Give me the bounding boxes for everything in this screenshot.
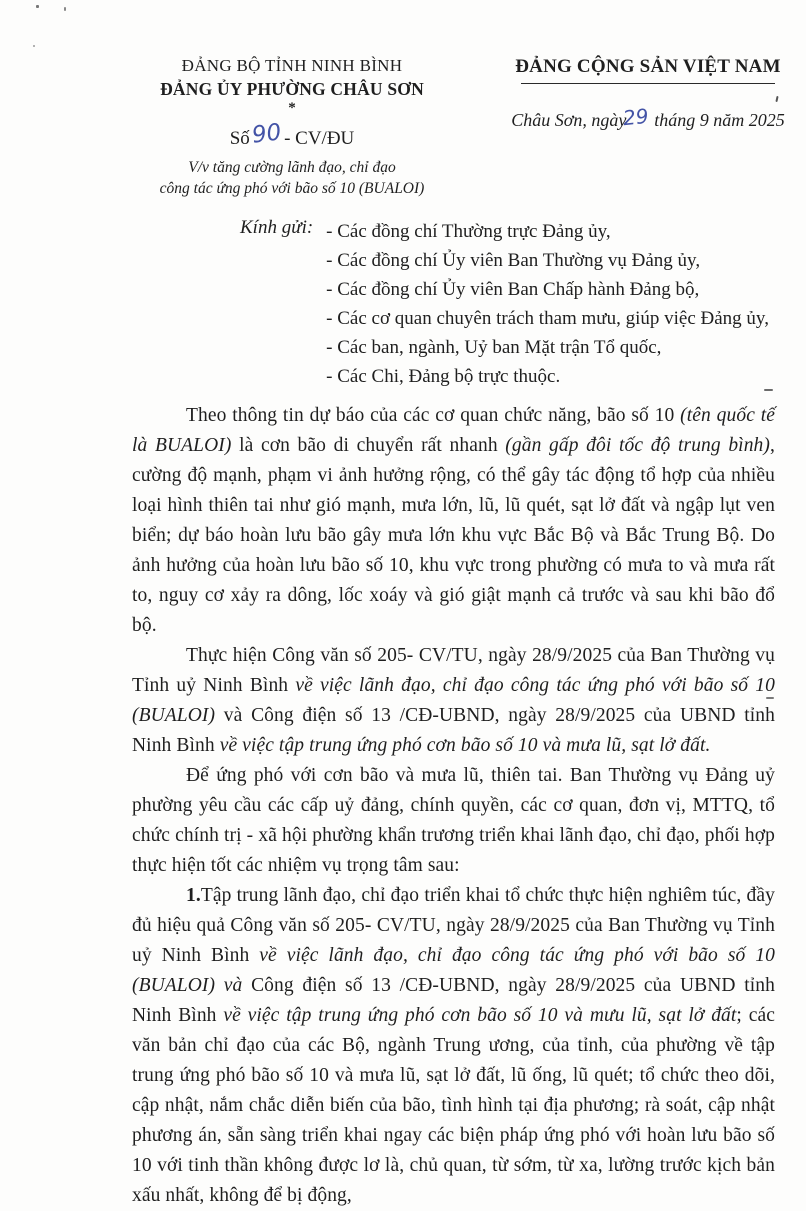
scan-speck [33, 45, 35, 47]
scan-speck [766, 697, 774, 699]
national-header-block [468, 56, 806, 199]
document-subject [116, 157, 468, 199]
scan-speck [764, 389, 773, 391]
parent-org-name: ĐẢNG BỘ TỈNH NINH BÌNH [181, 56, 403, 75]
body-paragraph: Theo thông tin dự báo của các cơ quan chức năng, bão số 10 (tên quốc tế là BUALOI) là cơn bão di chuyển rất nhanh (gần gấp đôi tốc độ trung bình), cường độ mạnh, phạm vi ảnh hưởng rộng, có thể gây tác động tổ hợp của nhiều loại hình thiên tai như gió mạnh, mưa lớn, lũ, lũ quét, sạt lở đất và ngập lụt ven biển; dự báo hoàn lưu bão gây mưa lớn khu vực Bắc Bộ và Bắc Trung Bộ. Do ảnh hưởng của hoàn lưu bão số 10, khu vực trong phường có mưa to và mưa rất to, nguy cơ xảy ra dông, lốc xoáy và gió giật mạnh cả trước và sau khi bão đổ bộ. [132, 405, 775, 636]
recipient-line: - Các Chi, Đảng bộ trực thuộc. [326, 366, 561, 387]
document-number [116, 119, 468, 150]
recipients-block [240, 217, 806, 391]
party-name-underline [521, 83, 775, 84]
subject-line-1: V/v tăng cường lãnh đạo, chỉ đạo [188, 159, 396, 176]
body-paragraph: 1.Tập trung lãnh đạo, chỉ đạo triển khai tổ chức thực hiện nghiêm túc, đầy đủ hiệu quả Công văn số 205- CV/TU, ngày 28/9/2025 của Ban Thường vụ Tỉnh uỷ Ninh Bình về việc lãnh đạo, chỉ đạo công tác ứng phó với bão số 10 (BUALOI) và Công điện số 13 /CĐ-UBND, ngày 28/9/2025 của UBND tỉnh Ninh Bình về việc tập trung ứng phó cơn bão số 10 và mưu lũ, sạt lở đất; các văn bản chỉ đạo của các Bộ, ngành Trung ương, của tỉnh, của phường về tập trung ứng phó bão số 10 và mưa lũ, sạt lở đất, lũ ống, lũ quét; tổ chức theo dõi, cập nhật, nắm chắc diễn biến của bão, tình hình tại địa phương; rà soát, cập nhật phương án, sẵn sàng triển khai ngay các biện pháp ứng phó với hoàn lưu bão số 10 với tinh thần không được lơ là, chủ quan, từ sớm, từ xa, lường trước kịch bản xấu nhất, không để bị động, [132, 885, 775, 1206]
recipient-line: - Các đồng chí Ủy viên Ban Thường vụ Đảng ủy, [326, 250, 701, 271]
issuing-org-name: ĐẢNG ỦY PHƯỜNG CHÂU SƠN [160, 79, 424, 99]
recipient-line: - Các đồng chí Ủy viên Ban Chấp hành Đảng bộ, [326, 279, 700, 300]
recipient-line: - Các cơ quan chuyên trách tham mưu, giúp việc Đảng ủy, [326, 308, 769, 329]
document-header [0, 0, 806, 199]
date-day-handwritten: 29 [622, 103, 650, 131]
document-body [132, 401, 775, 1211]
party-name-heading: ĐẢNG CỘNG SẢN VIỆT NAM [515, 56, 781, 77]
date-suffix: tháng 9 năm 2025 [654, 110, 785, 130]
subject-line-2: công tác ứng phó với bão số 10 (BUALOI) [159, 180, 425, 197]
recipient-line: - Các đồng chí Thường trực Đảng ủy, [326, 221, 611, 242]
doc-number-suffix: - CV/ĐU [284, 128, 355, 149]
body-paragraph: Thực hiện Công văn số 205- CV/TU, ngày 28/9/2025 của Ban Thường vụ Tỉnh uỷ Ninh Bình về việc lãnh đạo, chỉ đạo công tác ứng phó với bão số 10 (BUALOI) và Công điện số 13 /CĐ-UBND, ngày 28/9/2025 của UBND tỉnh Ninh Bình về việc tập trung ứng phó cơn bão số 10 và mưa lũ, sạt lở đất. [132, 645, 775, 756]
doc-number-prefix: Số [229, 128, 250, 149]
scan-speck [36, 5, 39, 8]
place-date-line [496, 103, 800, 131]
doc-number-handwritten: 90 [250, 119, 283, 149]
salutation-label: Kính gửi: [240, 217, 314, 238]
body-paragraph: Để ứng phó với cơn bão và mưa lũ, thiên tai. Ban Thường vụ Đảng uỷ phường yêu cầu các cấp uỷ đảng, chính quyền, các cơ quan, đơn vị, MTTQ, tổ chức chính trị - xã hội phường khẩn trương triển khai lãnh đạo, chỉ đạo, phối hợp thực hiện tốt các nhiệm vụ trọng tâm sau: [132, 765, 775, 876]
recipient-line: - Các ban, ngành, Uỷ ban Mặt trận Tổ quốc, [326, 337, 662, 358]
recipient-list [326, 217, 769, 391]
date-prefix: Châu Sơn, ngày [511, 110, 627, 130]
scan-speck [64, 7, 66, 11]
star-separator: * [288, 100, 296, 116]
issuing-authority-block [116, 56, 468, 199]
